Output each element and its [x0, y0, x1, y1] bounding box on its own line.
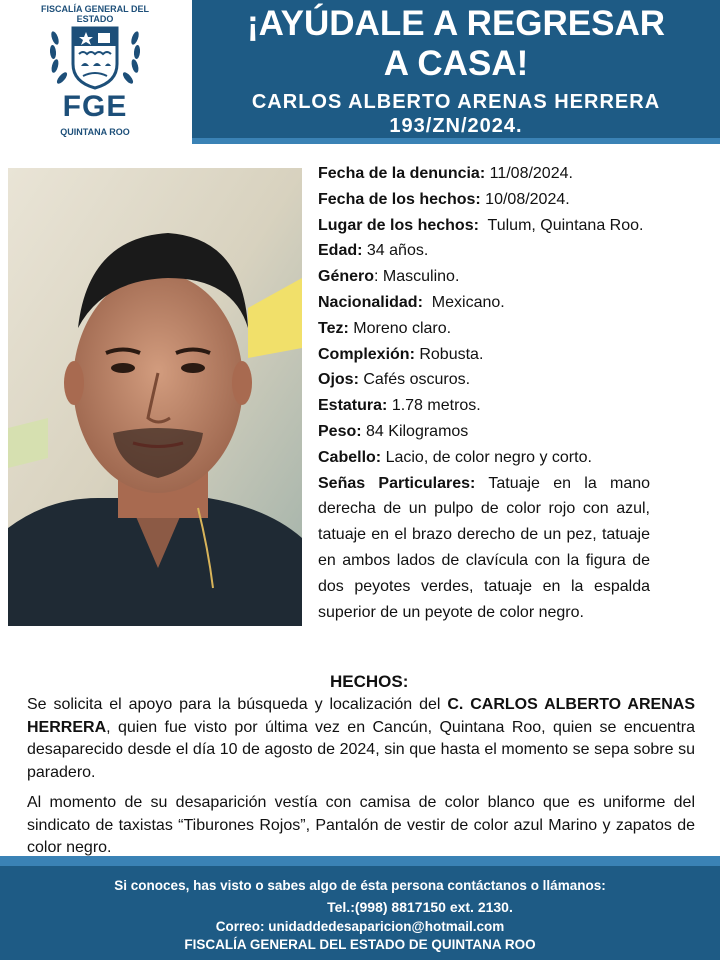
facts-heading: HECHOS:	[330, 672, 409, 691]
facts-paragraph-2: Al momento de su desaparición vestía con camisa de color blanco que es uniforme del sindicato de taxistas “Tiburones Rojos”, Pantalón de vestir de color azul Marino y zapatos de color negro.	[27, 794, 695, 856]
detail-distinguishing-marks: Señas Particulares: Tatuaje en la mano derecha de un pulpo de color rojo con azul, tatuaje en el brazo derecho de un pez, tatuaje en ambos lados de clavícula con la figura de dos peyotes verdes, tatuaje en la espalda superior de un peyote de color negro.	[318, 474, 651, 621]
detail-height: Estatura: 1.78 metros.	[318, 397, 481, 415]
contact-phone: Tel.:(998) 8817150 ext. 2130.	[327, 899, 513, 915]
agency-name: FISCALÍA GENERAL DEL ESTADO DE QUINTANA ROO	[184, 937, 536, 952]
detail-nationality: Nacionalidad: Mexicano.	[318, 293, 505, 311]
logo-state: QUINTANA ROO	[60, 127, 130, 137]
facts-body	[27, 694, 695, 868]
missing-person-name: CARLOS ALBERTO ARENAS HERRERA	[251, 91, 661, 113]
logo-acronym: FGE	[62, 90, 128, 123]
portrait-illustration	[8, 168, 302, 626]
case-number: 193/ZN/2024.	[389, 115, 523, 137]
contact-prompt: Si conoces, has visto o sabes algo de ésta persona contáctanos o llámanos:	[114, 878, 606, 893]
person-details	[318, 161, 650, 625]
detail-eyes: Ojos: Cafés oscuros.	[318, 371, 471, 389]
title-line-1: ¡AYÚDALE A REGRESAR	[246, 4, 666, 43]
facts-paragraph-1: Se solicita el apoyo para la búsqueda y localización del C. CARLOS ALBERTO ARENAS HERRERA, quien fue visto por última vez en Cancún, Quintana Roo, quien se encuentra desaparecido desde el día 10 de agosto de 2024, sin que hasta el momento se sepa sobre su paradero.	[27, 696, 695, 781]
title-line-2: A CASA!	[383, 44, 529, 83]
detail-gender: Género: Masculino.	[318, 268, 460, 286]
detail-complaint-date: Fecha de la denuncia: 11/08/2024.	[318, 165, 573, 182]
detail-hair: Cabello: Lacio, de color negro y corto.	[318, 448, 592, 466]
contact-footer	[0, 866, 720, 960]
detail-location: Lugar de los hechos: Tulum, Quintana Roo.	[318, 216, 644, 234]
coat-of-arms-icon	[45, 24, 145, 90]
header-accent-bar	[192, 138, 720, 144]
agency-logo	[0, 0, 190, 142]
detail-build: Complexión: Robusta.	[318, 345, 484, 363]
contact-email: Correo: unidaddedesaparicion@hotmail.com	[215, 919, 505, 934]
logo-top-text: FISCALÍA GENERAL DEL ESTADO	[40, 4, 149, 24]
detail-weight: Peso: 84 Kilogramos	[318, 422, 469, 440]
person-photo	[8, 168, 302, 626]
detail-event-date: Fecha de los hechos: 10/08/2024.	[318, 190, 570, 208]
detail-complexion-skin: Tez: Moreno claro.	[318, 319, 452, 337]
footer-accent-bar	[0, 856, 720, 866]
detail-age: Edad: 34 años.	[318, 242, 429, 260]
page-title	[192, 4, 720, 84]
